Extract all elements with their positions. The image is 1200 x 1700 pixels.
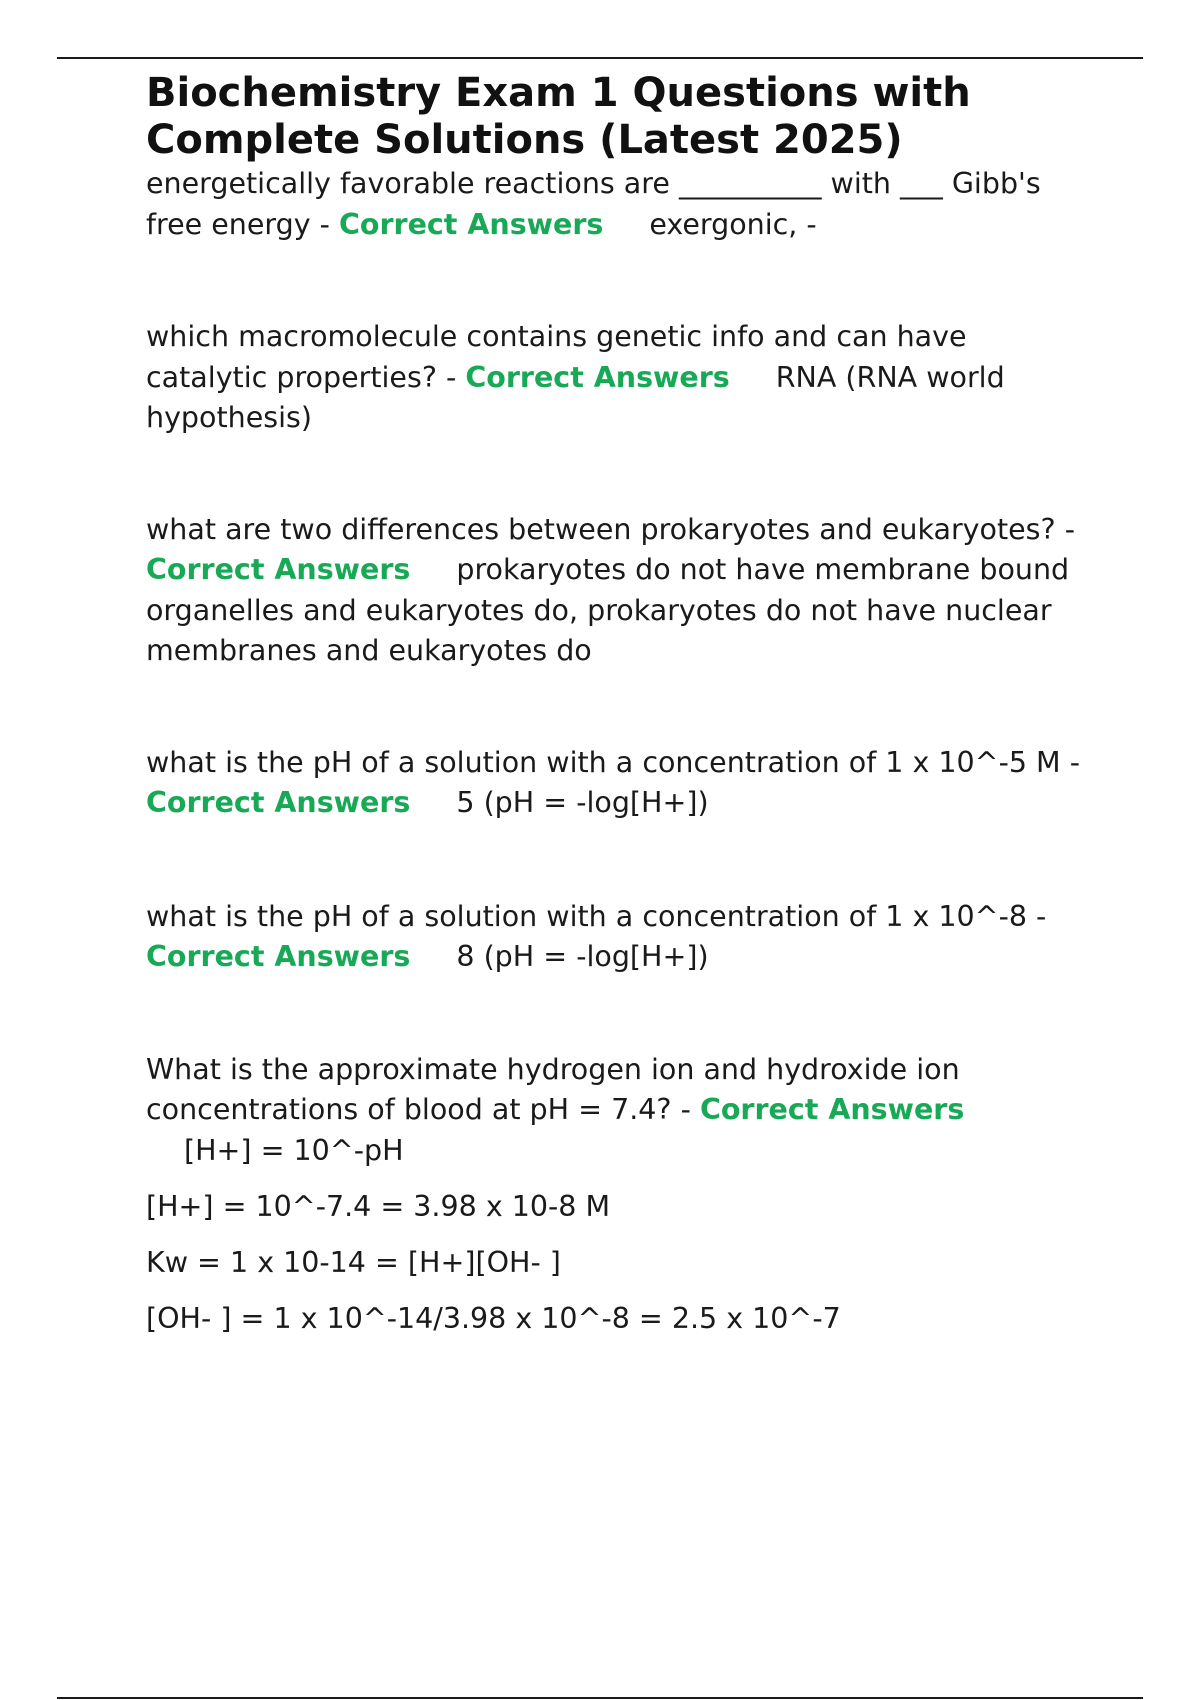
bottom-rule [57, 1697, 1143, 1699]
calculation-line-3: [OH- ] = 1 x 10^-14/3.98 x 10^-8 = 2.5 x 10^-7 [146, 1302, 841, 1335]
answer-text: prokaryotes do not have membrane bound organelles and eukaryotes do, prokaryotes do not have nuclear membranes and eukaryotes do [146, 553, 1070, 667]
correct-answers-label: Correct Answers [146, 786, 411, 819]
question-text: What is the approximate hydrogen ion and hydroxide ion concentrations of blood at pH = 7.4? [146, 1052, 960, 1126]
answer-text: [H+] = 10^-pH [184, 1133, 404, 1167]
correct-answers-label: Correct Answers [699, 1093, 965, 1126]
answer-text: 5 (pH = -log[H+]) [456, 786, 709, 819]
calculation-line-2: Kw = 1 x 10-14 = [H+][OH- ] [146, 1246, 561, 1279]
answer-text: 8 (pH = -log[H+]) [456, 940, 709, 973]
document-title [146, 70, 1086, 164]
question-text: energetically favorable reactions are __________ with ___ Gibb's free energy [146, 167, 1041, 241]
title-line-2: Complete Solutions (Latest 2025) [146, 117, 903, 163]
correct-answers-label: Correct Answers [146, 940, 411, 973]
answer-text: RNA (RNA world hypothesis) [146, 360, 1005, 434]
question-text: what is the pH of a solution with a concentration of 1 x 10^-5 M [146, 745, 1061, 779]
correct-answers-label: Correct Answers [338, 207, 604, 241]
question-text: what is the pH of a solution with a concentration of 1 x 10^-8 [146, 899, 1027, 933]
qa-item-4: what is the pH of a solution with a concentration of 1 x 10^-5 M - Correct Answers 5 (pH = -log[H+]) [146, 745, 1080, 819]
calculation-line-1: [H+] = 10^-7.4 = 3.98 x 10-8 M [146, 1190, 611, 1223]
qa-item-2: which macromolecule contains genetic info and can have catalytic properties? - Correct Answers RNA (RNA world hypothesis) [146, 320, 1005, 434]
document-body [146, 70, 1086, 1339]
question-text: what are two differences between prokaryotes and eukaryotes? [146, 512, 1056, 546]
correct-answers-label: Correct Answers [146, 553, 411, 586]
qa-item-1: energetically favorable reactions are __________ with ___ Gibb's free energy - Correct Answers exergonic, - [146, 167, 1041, 241]
correct-answers-label: Correct Answers [465, 360, 730, 394]
qa-item-3: what are two differences between prokaryotes and eukaryotes? - Correct Answers prokaryotes do not have membrane bound organelles and eukaryotes do, prokaryotes do not have nuclear membranes and eukaryotes do [146, 512, 1075, 667]
qa-item-5: what is the pH of a solution with a concentration of 1 x 10^-8 - Correct Answers 8 (pH = -log[H+]) [146, 899, 1047, 973]
title-line-1: Biochemistry Exam 1 Questions with [146, 70, 971, 116]
answer-text: exergonic, - [649, 207, 817, 241]
qa-item-6: What is the approximate hydrogen ion and hydroxide ion concentrations of blood at pH = 7.4? - Correct Answers [H+] = 10^-pH [146, 1050, 1086, 1172]
top-rule [57, 57, 1143, 59]
question-text: which macromolecule contains genetic info and can have catalytic properties? [146, 320, 967, 394]
